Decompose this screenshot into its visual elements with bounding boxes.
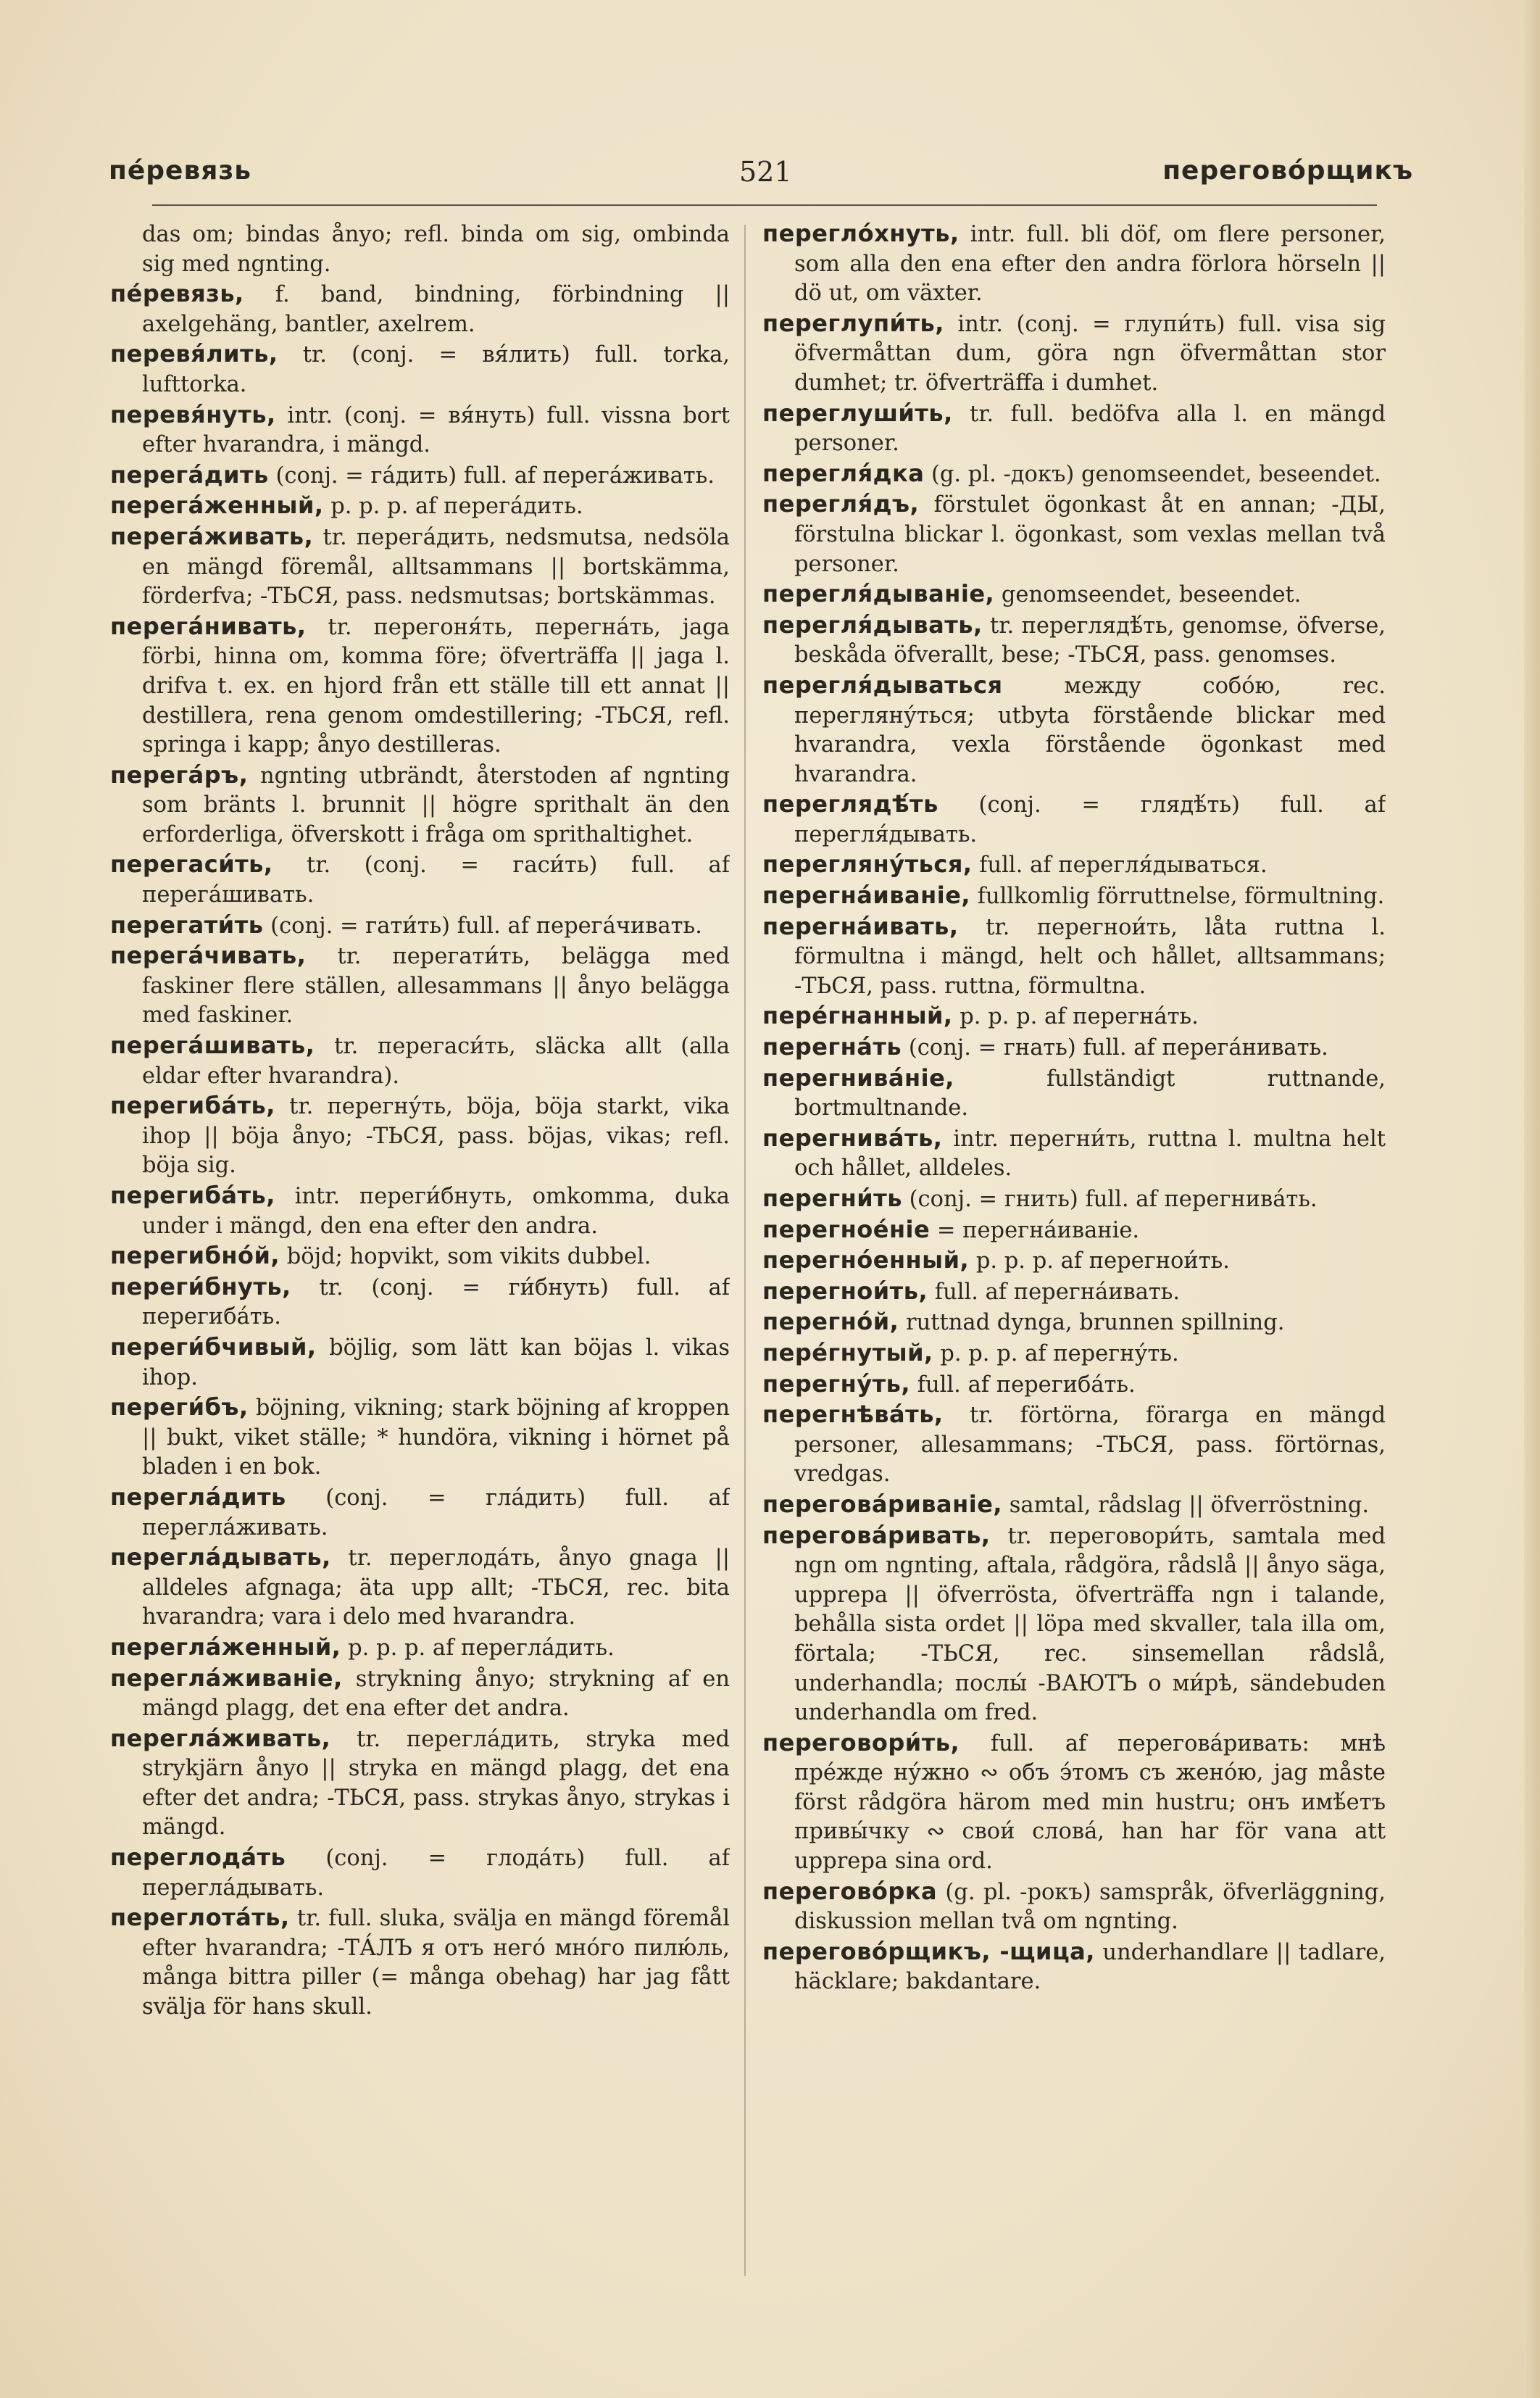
- dictionary-entry: [762, 850, 1386, 881]
- entry-headword: перегова́риваніе,: [762, 1490, 1003, 1518]
- entry-headword: перегова́ривать,: [762, 1521, 991, 1549]
- dictionary-entry: [110, 760, 730, 850]
- entry-headword: перегля́дывать,: [762, 610, 983, 639]
- entry-definition: intr. (conj. = глупи́ть) full. visa sig öfvermåttan dum, göra ngn öfvermåttan stor dumhet; tr. öfverträffa i dumhet.: [794, 311, 1386, 396]
- entry-definition: strykning ånyo; strykning af en mängd plagg, det ena efter det andra.: [142, 1666, 730, 1722]
- dictionary-entry: [110, 1903, 730, 2022]
- dictionary-entry: [110, 339, 730, 399]
- entry-definition: böjlig, som lätt kan böjas l. vikas ihop.: [142, 1335, 730, 1390]
- entry-headword: перега́чивать,: [110, 942, 307, 970]
- dictionary-entry: [762, 219, 1386, 309]
- dictionary-entry: [110, 1543, 730, 1632]
- dictionary-entry: [762, 671, 1386, 789]
- entry-headword: перегибно́й,: [110, 1242, 280, 1270]
- entry-headword: перегово́рка: [762, 1877, 938, 1905]
- entry-definition: förstulet ögonkast åt en annan; -ДЫ, förstulna blickar l. ögonkast, som vexlas mellan två personer.: [794, 492, 1386, 577]
- dictionary-entry: [110, 1482, 730, 1543]
- page-header: [109, 149, 1413, 199]
- dictionary-entry: [110, 941, 730, 1031]
- entry-headword: перега́женный,: [110, 491, 324, 520]
- entry-headword: перегово́рщикъ, -щица,: [762, 1937, 1095, 1965]
- entry-definition: tr. перегнои́ть, låta ruttna l. förmultna i mängd, helt och hållet, alltsammans; -ТЬСЯ, pass. ruttna, förmultna.: [794, 914, 1386, 999]
- dictionary-entry: [110, 279, 730, 339]
- entry-headword: перегла́женный,: [110, 1632, 341, 1661]
- entry-definition: fullkomlig förruttnelse, förmultning.: [970, 884, 1385, 910]
- dictionary-entry: [762, 789, 1386, 850]
- entry-definition: p. p. p. af перега́дить.: [323, 494, 583, 520]
- entry-headword: перега́нивать,: [110, 612, 307, 640]
- entry-headword: перегнои́ть,: [762, 1277, 928, 1305]
- entry-definition: tr. перегаси́ть, släcka allt (alla eldar efter hvarandra).: [142, 1034, 730, 1089]
- entry-headword: перегла́живаніе,: [110, 1664, 343, 1692]
- entry-headword: перегиба́ть,: [110, 1092, 275, 1120]
- entry-definition: tr. förtörna, förarga en mängd personer, allesammans; -ТЬСЯ, pass. förtörnas, vredgas.: [794, 1403, 1386, 1488]
- entry-definition: tr. переговори́ть, samtala med ngn om ngnting, aftala, rådgöra, rådslå || ånyo säga, upprepa || öfverrösta, öfverträffa ngn i talande, behålla sista ordet || löpa med skvaller, tala illa om, förtala; -ТЬСЯ, rec. sinsemellan rådslå, underhandla; послы́ -ВАЮТЪ о ми́рѣ, sändebuden underhandla om fred.: [794, 1523, 1386, 1726]
- entry-headword: перегля́дываться: [762, 671, 1003, 699]
- entry-definition: tr. перегоня́ть, перегна́ть, jaga förbi, hinna om, komma före; öfverträffa || jaga l. drifva t. ex. en hjord från ett ställe till ett annat || destillera, rena genom omdestillering; -ТЬСЯ, refl. springa i kapp; ånyo destilleras.: [142, 614, 730, 758]
- entry-definition: между собо́ю, rec. перегляну́ться; utbyta förstående blickar med hvarandra, vexla förstående ögonkast med hvarandra.: [794, 673, 1386, 787]
- dictionary-entry: [110, 1632, 730, 1664]
- dictionary-entry: [762, 1521, 1386, 1728]
- entry-headword: перегля́дъ,: [762, 490, 920, 518]
- dictionary-entry: [762, 912, 1386, 1002]
- entry-definition: böjd; hopvikt, som vikits dubbel.: [280, 1244, 652, 1270]
- dictionary-entry: [762, 1215, 1386, 1246]
- entry-headword: перéгнанный,: [762, 1002, 953, 1030]
- header-rule: [152, 204, 1377, 206]
- dictionary-entry: [110, 1332, 730, 1393]
- dictionary-entry: [762, 1307, 1386, 1338]
- dictionary-entry: [110, 850, 730, 910]
- entry-definition: (conj. = га́дить) full. af перега́живать.: [268, 462, 715, 489]
- entry-definition: (conj. = гла́дить) full. af перегла́живать.: [142, 1485, 730, 1540]
- entry-definition: tr. переглядѣ́ть, genomse, öfverse, beskåda öfverallt, bese; -ТЬСЯ, pass. genomses.: [794, 613, 1386, 668]
- dictionary-entry: [110, 1843, 730, 1903]
- entry-headword: перегла́дить: [110, 1482, 286, 1511]
- running-head-right: переговóрщикъ: [1162, 156, 1413, 186]
- entry-definition: full. af перегля́дываться.: [972, 852, 1268, 879]
- entry-definition: (conj. = гнить) full. af перегнива́ть.: [902, 1187, 1318, 1212]
- entry-headword: переглуши́ть,: [762, 399, 953, 427]
- dictionary-entry: [762, 1728, 1386, 1877]
- entry-headword: перегно́енный,: [762, 1246, 970, 1274]
- dictionary-entry: [762, 1400, 1386, 1490]
- dictionary-entry: [110, 460, 730, 491]
- entry-headword: перегля́дка: [762, 459, 925, 487]
- dictionary-entry: [110, 400, 730, 460]
- dictionary-entry: [110, 1031, 730, 1091]
- dictionary-entry: [762, 399, 1386, 459]
- dictionary-entry: [762, 1277, 1386, 1308]
- dictionary-entry: [110, 910, 730, 942]
- entry-definition: p. p. p. af перегла́дить.: [341, 1635, 615, 1661]
- entry-headword: перегно́й,: [762, 1308, 899, 1336]
- entry-headword: перегни́ть: [762, 1185, 902, 1212]
- entry-headword: перевя́лить,: [110, 340, 278, 368]
- entry-definition: tr. (conj. = ги́бнуть) full. af перегиба́ть.: [142, 1274, 730, 1330]
- entry-headword: перега́дить: [110, 460, 269, 489]
- entry-headword: перегну́ть,: [762, 1369, 911, 1398]
- entry-definition: tr. full. bedöfva alla l. en mängd personer.: [794, 401, 1386, 457]
- entry-definition: böjning, vikning; stark böjning af kroppen || bukt, viket ställe; * hundöra, vikning i hörnet på bladen i en bok.: [142, 1395, 730, 1480]
- entry-headword: перегиба́ть,: [110, 1182, 275, 1209]
- entry-definition: underhandlare || tadlare, häcklare; bakdantare.: [794, 1939, 1386, 1995]
- entry-headword: перегнива́ть,: [762, 1124, 943, 1152]
- entry-definition: full. af перегиба́ть.: [910, 1372, 1136, 1398]
- dictionary-entry: [762, 881, 1386, 912]
- entry-definition: das om; bindas ånyo; refl. binda om sig, ombinda sig med ngnting.: [142, 222, 730, 277]
- dictionary-entry: [762, 610, 1386, 671]
- entry-definition: samtal, rådslag || öfverröstning.: [1002, 1492, 1370, 1518]
- dictionary-entry: [762, 1877, 1386, 1937]
- entry-definition: tr. перегну́ть, böja, böja starkt, vika ihop || böja ånyo; -ТЬСЯ, pass. böjas, vikas; refl. böja sig.: [142, 1094, 730, 1179]
- entry-headword: переги́бнуть,: [110, 1272, 291, 1300]
- entry-headword: переглядѣ́ть: [762, 790, 938, 818]
- entry-definition: p. p. p. af перегну́ть.: [933, 1340, 1179, 1366]
- column-divider: [744, 225, 746, 2276]
- dictionary-entry: [110, 522, 730, 612]
- entry-headword: перегна́ивать,: [762, 912, 959, 940]
- running-head-left: пéревязь: [109, 156, 252, 186]
- dictionary-entry: [762, 309, 1386, 399]
- entry-headword: перега́живать,: [110, 522, 314, 550]
- entry-headword: перегла́дывать,: [110, 1543, 331, 1572]
- entry-headword: переглода́ть: [110, 1843, 286, 1872]
- dictionary-entry: [110, 491, 730, 522]
- entry-headword: перегна́ть: [762, 1033, 902, 1061]
- entry-definition: = перегна́иваніе.: [930, 1217, 1140, 1243]
- dictionary-entry: [762, 1338, 1386, 1369]
- entry-definition: (conj. = глода́ть) full. af перегла́дывать.: [142, 1846, 730, 1901]
- entry-definition: tr. перега́дить, nedsmutsa, nedsöla en mängd föremål, alltsammans || bortskämma, förderfva; -ТЬСЯ, pass. nedsmutsas; bortskämmas.: [142, 524, 730, 610]
- dictionary-entry: [762, 1184, 1386, 1215]
- entry-definition: intr. full. bli döf, om flere personer, som alla den ena efter den andra förlora hörseln || dö ut, om växter.: [794, 222, 1386, 307]
- entry-headword: перéгнутый,: [762, 1338, 933, 1366]
- page-number: 521: [739, 156, 792, 188]
- dictionary-entry: [110, 1393, 730, 1482]
- entry-headword: перега́шивать,: [110, 1032, 315, 1060]
- entry-headword: перегла́живать,: [110, 1724, 331, 1752]
- entry-definition: p. p. p. af перегна́ть.: [952, 1004, 1199, 1030]
- dictionary-entry: [762, 1245, 1386, 1277]
- dictionary-entry: [110, 612, 730, 760]
- entry-headword: переглупи́ть,: [762, 309, 944, 337]
- entry-definition: tr. (conj. = гаси́ть) full. af перега́шивать.: [142, 852, 730, 908]
- entry-definition: fullständigt ruttnande, bortmultnande.: [794, 1066, 1386, 1121]
- dictionary-entry: [762, 1490, 1386, 1521]
- dictionary-entry: [762, 579, 1386, 610]
- entry-definition: (conj. = гнать) full. af перега́нивать.: [902, 1035, 1328, 1061]
- entry-definition: tr. full. sluka, svälja en mängd föremål efter hvarandra; -ТА́ЛЪ я отъ него́ мно́го пилю́ль, många bittra piller (= många obehag) har jag fått svälja för hans skull.: [142, 1906, 730, 2020]
- entry-definition: tr. перегла́дить, stryka med strykjärn ånyo || stryka en mängd plagg, det ena efter det andra; -ТЬСЯ, pass. strykas ånyo, strykas i mängd.: [142, 1726, 730, 1841]
- entry-definition: full. af перегна́ивать.: [928, 1279, 1181, 1305]
- entry-definition: ngnting utbrändt, återstoden af ngnting som bränts l. brunnit || högre sprithalt än den erforderliga, öfverskott i fråga om sprithaltighet.: [142, 763, 730, 847]
- page-edge: [1524, 0, 1540, 2398]
- dictionary-entry: [762, 1032, 1386, 1063]
- left-column: [110, 219, 730, 2278]
- right-column: [762, 219, 1386, 2278]
- dictionary-entry: [762, 489, 1386, 579]
- entry-headword: перега́ръ,: [110, 760, 249, 789]
- dictionary-entry: [762, 1063, 1386, 1124]
- entry-definition: p. p. p. af перегнои́ть.: [969, 1248, 1230, 1274]
- entry-definition: tr. перегати́ть, belägga med faskiner flere ställen, allesammans || ånyo belägga med faskiner.: [142, 944, 730, 1029]
- entry-definition: intr. (conj. = вя́нуть) full. vissna bort efter hvarandra, i mängd.: [142, 402, 730, 458]
- entry-definition: (conj. = глядѣ́ть) full. af перегля́дывать.: [794, 792, 1386, 847]
- entry-headword: перегати́ть: [110, 910, 264, 939]
- entry-definition: genomseendet, beseendet.: [994, 582, 1302, 608]
- dictionary-entry: [110, 1181, 730, 1241]
- entry-headword: перегаси́ть,: [110, 850, 273, 879]
- entry-headword: перегнива́ніе,: [762, 1063, 954, 1092]
- entry-definition: (g. pl. -докъ) genomseendet, beseendet.: [924, 461, 1381, 487]
- dictionary-entry: [110, 1664, 730, 1724]
- entry-headword: перегное́ніе: [762, 1215, 931, 1243]
- entry-headword: переглота́ть,: [110, 1904, 290, 1932]
- entry-headword: переги́бчивый,: [110, 1332, 317, 1361]
- dictionary-entry: [110, 1091, 730, 1181]
- entry-headword: перегляну́ться,: [762, 850, 973, 879]
- dictionary-entry: [762, 1369, 1386, 1401]
- dictionary-entry: [762, 459, 1386, 490]
- entry-headword: перегна́иваніе,: [762, 881, 971, 910]
- entry-definition: tr. (conj. = вя́лить) full. torka, lufttorka.: [142, 342, 730, 397]
- dictionary-entry: [762, 1937, 1386, 1997]
- dictionary-entry: [762, 1124, 1386, 1184]
- dictionary-entry: [762, 1001, 1386, 1032]
- entry-definition: f. band, bindning, förbindning || axelgehäng, bantler, axelrem.: [142, 282, 730, 337]
- dictionary-entry: [110, 1241, 730, 1272]
- entry-headword: переги́бъ,: [110, 1393, 249, 1422]
- entry-definition: intr. перегни́ть, ruttna l. multna helt och hållet, alldeles.: [794, 1126, 1386, 1182]
- entry-definition: (g. pl. -рокъ) samspråk, öfverläggning, diskussion mellan två om ngnting.: [794, 1879, 1386, 1935]
- entry-headword: перевя́нуть,: [110, 400, 276, 428]
- entry-headword: переговори́ть,: [762, 1728, 960, 1756]
- dictionary-entry: [110, 219, 730, 279]
- entry-definition: tr. переглода́ть, ånyo gnaga || alldeles afgnaga; äta upp allt; -ТЬСЯ, rec. bita hvarandra; vara i delo med hvarandra.: [142, 1546, 730, 1630]
- dictionary-entry: [110, 1724, 730, 1843]
- entry-definition: ruttnad dynga, brunnen spillning.: [899, 1310, 1285, 1336]
- entry-headword: перегнѣва́ть,: [762, 1401, 944, 1429]
- entry-definition: intr. переги́бнуть, omkomma, duka under i mängd, den ena efter den andra.: [142, 1184, 730, 1239]
- dictionary-entry: [110, 1272, 730, 1332]
- entry-definition: (conj. = гати́ть) full. af перега́чивать.: [263, 913, 702, 939]
- entry-headword: перегля́дываніе,: [762, 580, 995, 608]
- entry-headword: перегло́хнуть,: [762, 220, 960, 247]
- entry-definition: full. af перегова́ривать: мнѣ пре́жде ну́жно ∾ объ э́томъ съ жено́ю, jag måste först rådgöra härom med min hustru; онъ имѣ́етъ привы́чку ∾ свои́ слова́, han har för vana att upprepa sina ord.: [794, 1730, 1386, 1875]
- entry-headword: пéревязь,: [110, 280, 244, 308]
